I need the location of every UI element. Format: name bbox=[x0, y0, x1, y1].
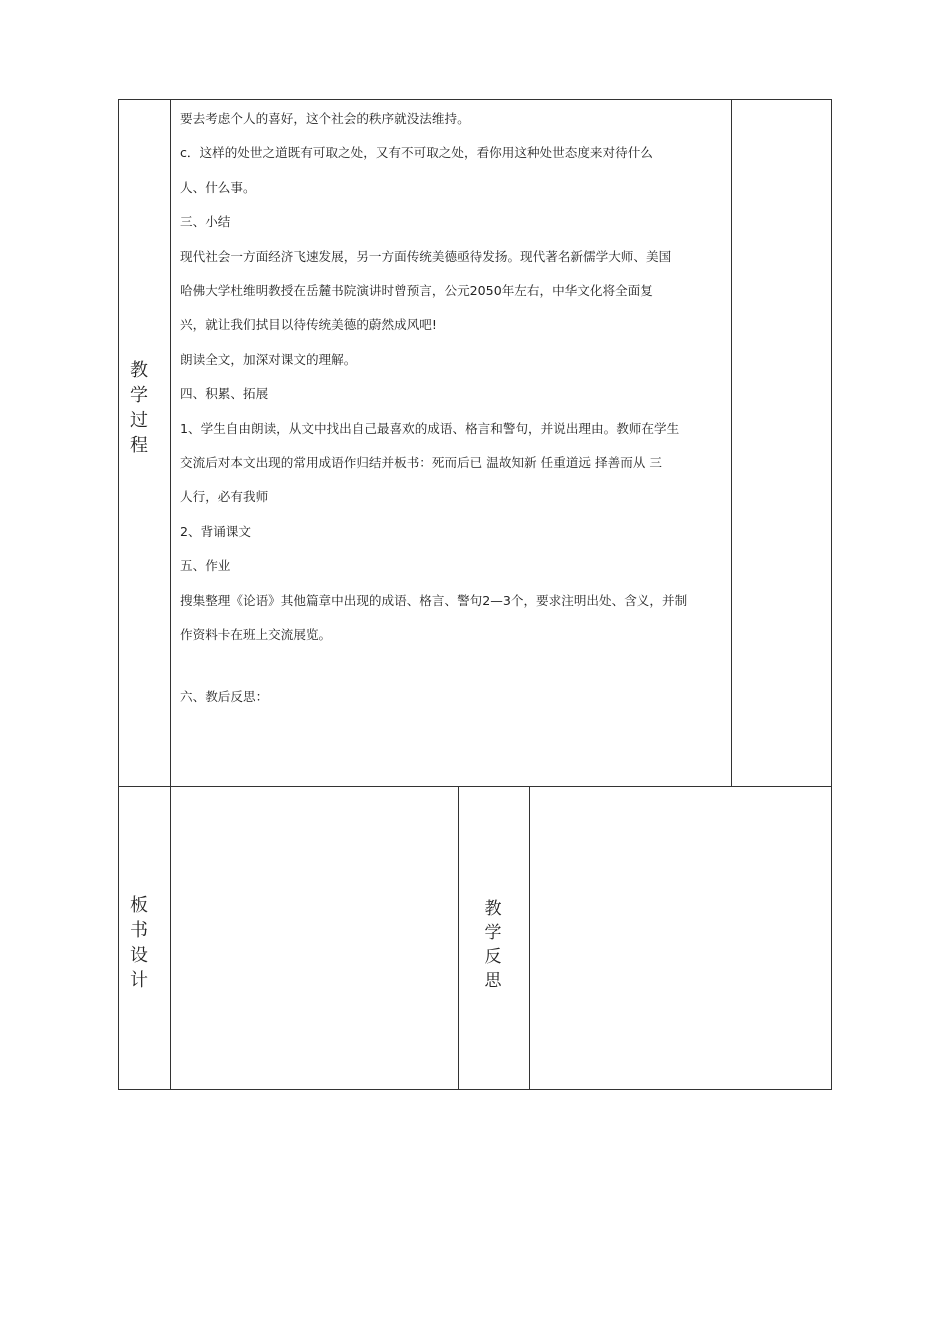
table-divider-notes-column bbox=[731, 99, 732, 786]
text-line: 人、什么事。 bbox=[180, 179, 256, 195]
table-divider-label-column bbox=[170, 99, 171, 1090]
section-heading-reflection: 六、教后反思： bbox=[180, 688, 269, 704]
table-divider-reflection-left bbox=[458, 786, 459, 1090]
table-divider-reflection-right bbox=[529, 786, 530, 1090]
section-heading-homework: 五、作业 bbox=[180, 558, 231, 574]
text-line: 哈佛大学杜维明教授在岳麓书院演讲时曾预言，公元2050年左右，中华文化将全面复 bbox=[180, 283, 653, 299]
text-line: 要去考虑个人的喜好，这个社会的秩序就没法维持。 bbox=[180, 111, 470, 126]
process-content bbox=[180, 102, 725, 714]
text-line: 搜集整理《论语》其他篇章中出现的成语、格言、警句2—3个，要求注明出处、含义，并制 bbox=[180, 592, 688, 608]
text-line: 作资料卡在班上交流展览。 bbox=[180, 627, 332, 643]
text-line: 交流后对本文出现的常用成语作归结并板书：死而后已 温故知新 任重道远 择善而从 三 bbox=[180, 455, 662, 471]
text-line: 2、背诵课文 bbox=[180, 523, 251, 539]
text-line: c．这样的处世之道既有可取之处，又有不可取之处，看你用这种处世态度来对待什么 bbox=[180, 145, 653, 161]
process-row-label: 教学过程 bbox=[130, 360, 148, 456]
text-line: 1、学生自由朗读，从文中找出自己最喜欢的成语、格言和警句，并说出理由。教师在学生 bbox=[180, 420, 680, 436]
text-line: 人行，必有我师 bbox=[180, 489, 269, 505]
text-line: 现代社会一方面经济飞速发展，另一方面传统美德亟待发扬。现代著名新儒学大师、美国 bbox=[180, 248, 672, 264]
text-line: 朗读全文，加深对课文的理解。 bbox=[180, 351, 357, 367]
text-line: 兴，就让我们拭目以待传统美德的蔚然成风吧! bbox=[180, 317, 437, 333]
table-row-divider bbox=[118, 786, 832, 787]
section-heading-extension: 四、积累、拓展 bbox=[180, 386, 269, 402]
teaching-reflection-label: 教学反思 bbox=[484, 899, 502, 991]
section-heading-summary: 三、小结 bbox=[180, 214, 231, 230]
board-design-label: 板书设计 bbox=[130, 895, 148, 991]
